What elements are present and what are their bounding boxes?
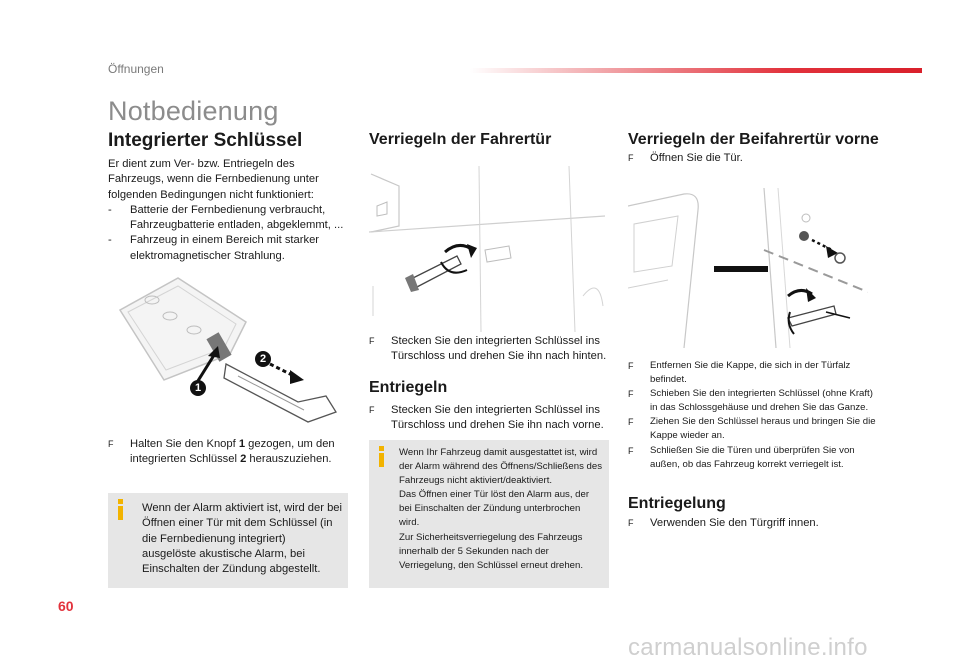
list-marker: - xyxy=(108,234,112,247)
bullet-icon: F xyxy=(369,336,375,346)
heading-unlock: Entriegeln xyxy=(369,379,448,396)
info-icon xyxy=(375,446,387,467)
bullet-icon: F xyxy=(108,439,114,449)
heading-passenger-lock: Verriegeln der Beifahrertür vorne xyxy=(628,131,879,148)
step-text: Entfernen Sie die Kappe, die sich in der Türfalz befindet. xyxy=(650,360,851,386)
info-box-alarm-option xyxy=(369,440,609,588)
step-inner-handle xyxy=(628,516,888,531)
passenger-door-illustration xyxy=(628,188,868,348)
bullet-icon: F xyxy=(628,518,634,528)
bullet-icon: F xyxy=(369,405,375,415)
heading-integrated-key: Integrierter Schlüssel xyxy=(108,130,303,151)
bullet-icon: F xyxy=(628,389,634,400)
info-text: Wenn Ihr Fahrzeug damit ausgestattet ist, wird der Alarm während des Öffnens/Schließens des Fahrzeugs nicht aktiviert/deaktiviert. Das Öffnen einer Tür löst den Alarm aus, der bei Einschalten der Zündung unterbrochen wird. Zur Sicherheitsverriegelung des Fahrzeugs innerhalb der 5 Sekunden nach der Verriegelung, den Schlüssel erneut drehen. xyxy=(399,447,603,571)
list-item xyxy=(628,415,878,443)
callout-1: 1 xyxy=(194,382,202,394)
page-title: Notbedienung xyxy=(108,96,279,126)
info-text: Wenn der Alarm aktiviert ist, wird der bei Öffnen einer Tür mit dem Schlüssel (in die Fernbedienung integriert) ausgelöste akustische Alarm, bei Einschalten der Zündung abgestellt. xyxy=(142,502,342,576)
list-text: Batterie der Fernbedienung verbraucht, Fahrzeugbatterie entladen, abgeklemmt, ... xyxy=(130,203,344,232)
step-text: Halten Sie den Knopf 1 gezogen, um den integrierten Schlüssel 2 herauszuziehen. xyxy=(130,438,335,466)
bullet-icon: F xyxy=(628,153,634,163)
step-text: Stecken Sie den integrierten Schlüssel ins Türschloss und drehen Sie ihn nach vorne. xyxy=(391,404,604,432)
list-item xyxy=(628,359,878,387)
callout-2: 2 xyxy=(259,353,267,365)
step-text: Schließen Sie die Türen und überprüfen Sie von außen, ob das Fahrzeug korrekt verriegelt ist. xyxy=(650,444,855,470)
bullet-icon: F xyxy=(628,445,634,456)
step-text: Schieben Sie den integrierten Schlüssel (ohne Kraft) in das Schlossgehäuse und drehen Sie das Ganze. xyxy=(650,388,873,414)
page-number: 60 xyxy=(58,598,74,614)
step-pull-key xyxy=(108,437,348,468)
heading-unlocking: Entriegelung xyxy=(628,495,726,512)
step-text: Stecken Sie den integrierten Schlüssel ins Türschloss und drehen Sie ihn nach hinten. xyxy=(391,335,607,363)
list-item xyxy=(108,203,348,234)
step-text: Ziehen Sie den Schlüssel heraus und bringen Sie die Kappe wieder an. xyxy=(650,416,876,442)
list-item xyxy=(628,444,878,472)
key-fob-illustration xyxy=(108,272,348,432)
heading-driver-lock: Verriegeln der Fahrertür xyxy=(369,131,552,148)
list-item xyxy=(108,233,348,264)
header-accent-bar xyxy=(470,68,922,73)
list-item xyxy=(628,387,878,415)
driver-door-illustration xyxy=(369,166,609,332)
bullet-icon: F xyxy=(628,417,634,428)
step-text: Verwenden Sie den Türgriff innen. xyxy=(650,517,819,529)
section-label: Öffnungen xyxy=(108,62,164,76)
bullet-icon: F xyxy=(628,361,634,371)
step-driver-unlock xyxy=(369,403,609,434)
watermark: carmanualsonline.info xyxy=(628,634,868,661)
step-driver-lock xyxy=(369,334,609,365)
step-text: Öffnen Sie die Tür. xyxy=(650,152,743,164)
intro-block xyxy=(108,157,348,264)
list-text: Fahrzeug in einem Bereich mit starker elektromagnetischer Strahlung. xyxy=(130,234,320,262)
passenger-steps xyxy=(628,359,878,472)
intro-text: Er dient zum Ver- bzw. Entriegeln des Fahrzeugs, wenn die Fernbedienung unter folgenden Bedingungen nicht funktioniert: xyxy=(108,158,319,201)
list-marker: - xyxy=(108,203,112,216)
info-box-alarm xyxy=(108,493,348,588)
step-open-door xyxy=(628,151,908,166)
info-icon xyxy=(114,499,126,520)
